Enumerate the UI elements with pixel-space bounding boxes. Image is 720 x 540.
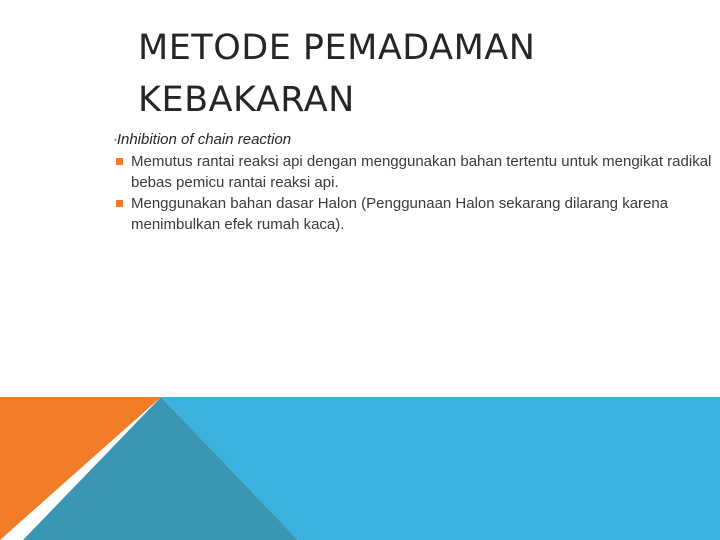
section-heading-text: Inhibition of chain reaction <box>116 131 292 148</box>
title-line-1: METODE PEMADAMAN <box>138 28 536 68</box>
bullet-text: Memutus rantai reaksi api dengan menggunakan bahan tertentu untuk mengikat radikal bebas pemicu rantai reaksi api. <box>131 152 712 191</box>
heading-dot-icon: • <box>114 135 117 145</box>
bullet-text: Menggunakan bahan dasar Halon (Penggunaan Halon sekarang dilarang karena menimbulkan efek rumah kaca). <box>131 194 669 233</box>
title-line-2: KEBAKARAN <box>138 80 355 120</box>
